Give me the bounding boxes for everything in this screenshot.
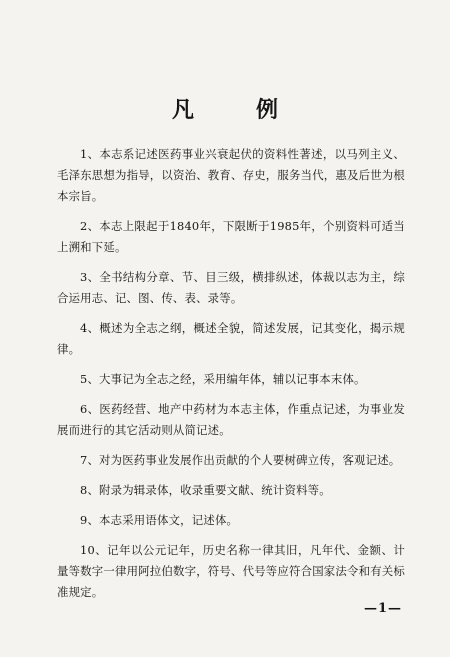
guideline-item-8: 8、附录为辑录体，收录重要文献、统计资料等。 xyxy=(80,483,331,497)
page-number: —1— xyxy=(363,601,402,616)
guideline-item-1: 1、本志系记述医药事业兴衰起伏的资料性著述，以马列主义、毛泽东思想为指导，以资治、教育、存史，服务当代，惠及后世为根本宗旨。 xyxy=(57,147,405,203)
guidelines-list xyxy=(57,144,405,612)
guideline-item-9: 9、本志采用语体文，记述体。 xyxy=(80,513,239,527)
guideline-item-2: 2、本志上限起于1840年，下限断于1985年，个别资料可适当上溯和下延。 xyxy=(57,219,405,254)
guideline-item-6: 6、医药经营、地产中药材为本志主体，作重点记述，为事业发展而进行的其它活动则从简记述。 xyxy=(57,402,405,437)
guideline-item-7: 7、对为医药事业发展作出贡献的个人要树碑立传，客观记述。 xyxy=(80,453,401,467)
page-title: 凡 例 xyxy=(171,97,298,123)
guideline-item-5: 5、大事记为全志之经，采用编年体，辅以记事本末体。 xyxy=(80,372,366,386)
guideline-item-3: 3、全书结构分章、节、目三级，横排纵述，体裁以志为主，综合运用志、记、图、传、表、录等。 xyxy=(57,270,405,305)
guideline-item-4: 4、概述为全志之纲，概述全貌，简述发展，记其变化，揭示规律。 xyxy=(57,321,405,356)
guideline-item-10: 10、记年以公元记年，历史名称一律其旧，凡年代、金额、计量等数字一律用阿拉伯数字，符号、代号等应符合国家法令和有关标准规定。 xyxy=(57,543,405,599)
